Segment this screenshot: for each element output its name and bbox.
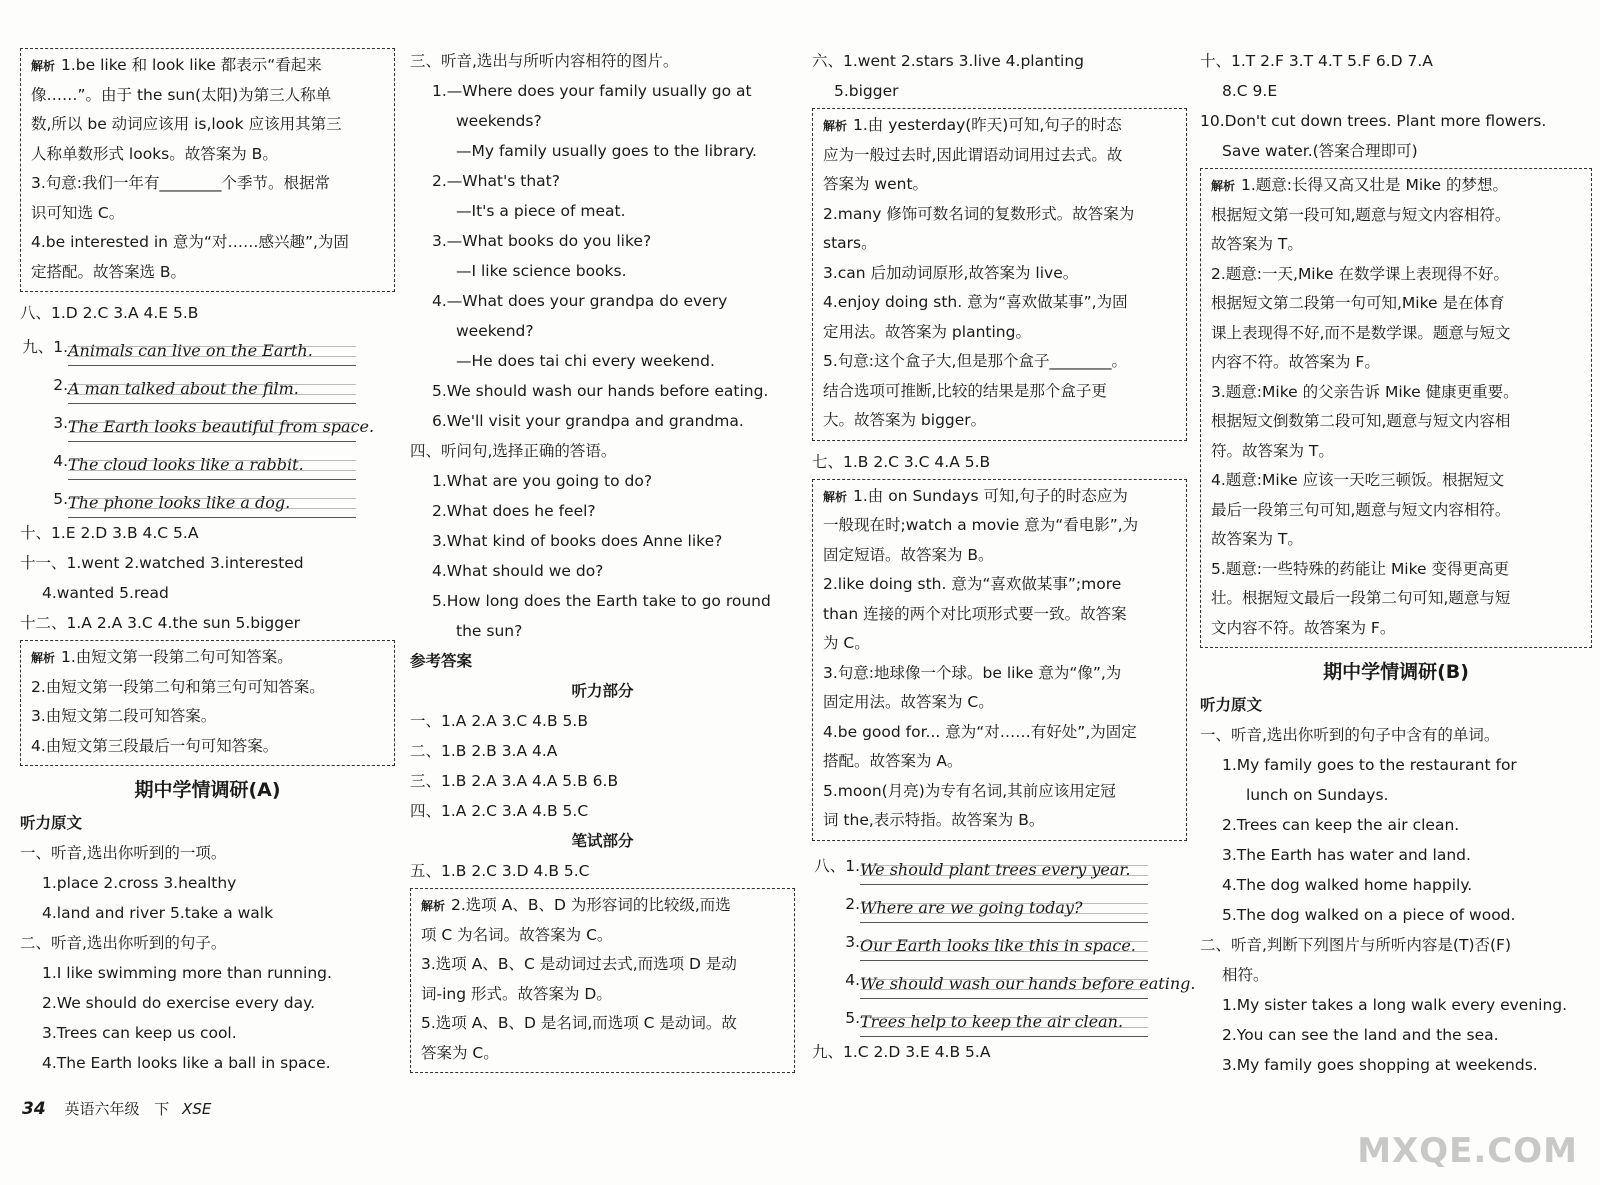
answer-line: Save water.(答案合理即可): [1222, 142, 1418, 160]
analysis-box: [812, 479, 1187, 841]
analysis-line: 5.题意:一些特殊的药能让 Mike 变得更高更: [1211, 559, 1510, 578]
analysis-line: 定用法。故答案为 planting。: [823, 322, 1031, 341]
question-item: 1.place 2.cross 3.healthy: [42, 874, 237, 892]
analysis-line: 壮。根据短文最后一段第二句可知,题意与短: [1211, 589, 1511, 607]
analysis-line: 4.题意:Mike 应该一天吃三顿饭。根据短文: [1211, 471, 1505, 489]
question-item: 3.—What books do you like?: [432, 232, 652, 250]
answer-line: 九、1.C 2.D 3.E 4.B 5.A: [812, 1042, 991, 1061]
question-item: weekend?: [456, 322, 534, 340]
analysis-line: 为 C。: [823, 634, 870, 652]
analysis-line: 3.题意:Mike 的父亲告诉 Mike 健康更重要。: [1211, 382, 1519, 401]
question-item: —My family usually goes to the library.: [456, 142, 757, 160]
handwriting-line: 3.The Earth looks beautiful from space.: [20, 404, 395, 442]
analysis-line: 故答案为 T。: [1211, 235, 1303, 253]
analysis-line: 1.be like 和 look like 都表示“看起来: [61, 56, 322, 74]
question-heading: 三、听音,选出与所听内容相符的图片。: [410, 52, 679, 70]
analysis-line: 3.句意:我们一年有________个季节。根据常: [31, 174, 331, 192]
handwriting-line: 2.Where are we going today?: [812, 885, 1187, 923]
analysis-line: 3.句意:地球像一个球。be like 意为“像”,为: [823, 663, 1122, 682]
handwriting-line: 4.The cloud looks like a rabbit.: [20, 442, 395, 480]
answer-line: 五、1.B 2.C 3.D 4.B 5.C: [410, 862, 590, 880]
analysis-box: [410, 888, 795, 1073]
analysis-line: 项 C 为名词。故答案为 C。: [421, 925, 613, 944]
answer-line: 十一、1.went 2.watched 3.interested: [20, 554, 304, 572]
analysis-line: 3.由短文第二段可知答案。: [31, 707, 217, 725]
analysis-line: 5.选项 A、B、D 是名词,而选项 C 是动词。故: [421, 1014, 737, 1032]
answer-line: 八、1.D 2.C 3.A 4.E 5.B: [20, 304, 199, 322]
answer-line: 十、1.E 2.D 3.B 4.C 5.A: [20, 524, 199, 542]
analysis-line: 2.题意:一天,Mike 在数学课上表现得不好。: [1211, 264, 1510, 283]
handwriting-line: 3.Our Earth looks like this in space.: [812, 923, 1187, 961]
question-item: lunch on Sundays.: [1246, 786, 1389, 804]
analysis-line: 最后一段第三句可知,题意与短文内容相符。: [1211, 500, 1511, 519]
answer-key-heading: 参考答案: [410, 652, 473, 670]
question-heading: 一、听音,选出你听到的句子中含有的单词。: [1200, 726, 1500, 744]
question-item: 2.We should do exercise every day.: [42, 994, 316, 1012]
answer-line: 十二、1.A 2.A 3.C 4.the sun 5.bigger: [20, 614, 300, 632]
analysis-box: [20, 640, 395, 766]
term-label: 下: [154, 1100, 170, 1118]
section-title: 期中学情调研(A): [134, 779, 281, 801]
answer-line: 一、1.A 2.A 3.C 4.B 5.B: [410, 712, 588, 730]
question-heading: 四、听问句,选择正确的答语。: [410, 442, 617, 460]
analysis-line: 应为一般过去时,因此谓语动词用过去式。故: [823, 145, 1123, 164]
question-item: 2.Trees can keep the air clean.: [1222, 816, 1460, 834]
question-item: 1.What are you going to do?: [432, 472, 653, 490]
answer-line: 七、1.B 2.C 3.C 4.A 5.B: [812, 452, 991, 471]
answer-line: 4.wanted 5.read: [42, 584, 169, 602]
question-item: 4.—What does your grandpa do every: [432, 292, 728, 310]
question-item: 5.How long does the Earth take to go round: [432, 592, 771, 610]
analysis-line: 搭配。故答案为 A。: [823, 752, 963, 770]
question-item: 3.What kind of books does Anne like?: [432, 532, 723, 550]
analysis-line: 符。故答案为 T。: [1211, 441, 1334, 460]
answer-line: 六、1.went 2.stars 3.live 4.planting: [812, 52, 1084, 70]
question-item: 3.Trees can keep us cool.: [42, 1024, 237, 1042]
analysis-line: 4.enjoy doing sth. 意为“喜欢做某事”,为固: [823, 293, 1128, 311]
answer-line: 十、1.T 2.F 3.T 4.T 5.F 6.D 7.A: [1200, 52, 1433, 70]
question-item: 4.The dog walked home happily.: [1222, 876, 1473, 894]
handwriting-line: 八、1.We should plant trees every year.: [812, 847, 1187, 885]
question-item: —It's a piece of meat.: [456, 202, 626, 220]
analysis-box: [812, 108, 1187, 441]
analysis-tag: 解析: [1211, 179, 1236, 193]
column-2: [410, 46, 795, 1079]
handwriting-line: 4.We should wash our hands before eating.: [812, 961, 1187, 999]
analysis-tag: 解析: [31, 59, 56, 73]
question-item: weekends?: [456, 112, 542, 130]
question-item: 5.We should wash our hands before eating.: [432, 382, 769, 400]
question-item: 6.We'll visit your grandpa and grandma.: [432, 412, 744, 430]
analysis-tag: 解析: [823, 119, 848, 133]
watermark-logo: MXQE.COM: [1357, 1131, 1578, 1171]
question-item: —He does tai chi every weekend.: [456, 352, 715, 370]
section-title: 期中学情调研(B): [1323, 661, 1469, 683]
question-item: 2.You can see the land and the sea.: [1222, 1026, 1499, 1044]
analysis-line: 文内容不符。故答案为 F。: [1211, 618, 1396, 637]
handwriting-line: 5.Trees help to keep the air clean.: [812, 999, 1187, 1037]
question-list: [1200, 750, 1592, 930]
question-item: 2.—What's that?: [432, 172, 560, 190]
analysis-line: 答案为 C。: [421, 1043, 499, 1062]
answer-line: 10.Don't cut down trees. Plant more flowers.: [1200, 112, 1547, 130]
question-item: the sun?: [456, 622, 523, 640]
analysis-line: 答案为 went。: [823, 175, 929, 193]
question-item: 1.I like swimming more than running.: [42, 964, 332, 982]
section-subtitle: 听力原文: [20, 814, 83, 832]
analysis-line: 数,所以 be 动词应该用 is,look 应该用其第三: [31, 115, 342, 133]
analysis-line: 2.many 修饰可数名词的复数形式。故答案为: [823, 204, 1135, 223]
listening-part-heading: 听力部分: [571, 682, 634, 700]
analysis-line: 固定用法。故答案为 C。: [823, 693, 994, 711]
answer-line: 5.bigger: [834, 82, 899, 100]
subject-label: 英语六年级: [64, 1100, 140, 1118]
analysis-line: 词-ing 形式。故答案为 D。: [421, 984, 612, 1003]
column-1: [20, 46, 395, 1078]
analysis-line: 词 the,表示特指。故答案为 B。: [823, 811, 1045, 829]
analysis-tag: 解析: [421, 899, 446, 913]
answer-line: 三、1.B 2.A 3.A 4.A 5.B 6.B: [410, 772, 619, 790]
analysis-line: 4.由短文第三段最后一句可知答案。: [31, 736, 279, 755]
question-item: —I like science books.: [456, 262, 627, 280]
analysis-line: 人称单数形式 looks。故答案为 B。: [31, 144, 278, 163]
analysis-line: 根据短文倒数第二段可知,题意与短文内容相: [1211, 412, 1511, 430]
edition-label: XSE: [182, 1100, 212, 1118]
analysis-line: 课上表现得不好,而不是数学课。题意与短文: [1211, 323, 1511, 342]
analysis-line: 固定短语。故答案为 B。: [823, 545, 994, 564]
question-list: [410, 466, 795, 646]
analysis-line: 定搭配。故答案选 B。: [31, 262, 187, 281]
question-list: [1200, 990, 1592, 1080]
analysis-line: 故答案为 T。: [1211, 530, 1303, 548]
analysis-box: [20, 48, 395, 292]
page-footer: [22, 1098, 211, 1119]
analysis-line: than 连接的两个对比项形式要一致。故答案: [823, 604, 1127, 623]
analysis-line: 根据短文第二段第一句可知,Mike 是在体育: [1211, 294, 1505, 312]
analysis-line: 2.like doing sth. 意为“喜欢做某事”;more: [823, 575, 1122, 593]
question-item: 3.The Earth has water and land.: [1222, 846, 1471, 864]
analysis-line: 大。故答案为 bigger。: [823, 411, 987, 429]
analysis-line: 一般现在时;watch a movie 意为“看电影”,为: [823, 516, 1139, 534]
analysis-line: 5.moon(月亮)为专有名词,其前应该用定冠: [823, 781, 1116, 800]
written-part-heading: 笔试部分: [571, 832, 634, 850]
handwriting-line: 5.The phone looks like a dog.: [20, 480, 395, 518]
question-item: 5.The dog walked on a piece of wood.: [1222, 906, 1516, 924]
question-item: 3.My family goes shopping at weekends.: [1222, 1056, 1538, 1074]
analysis-line: 像……”。由于 the sun(太阳)为第三人称单: [31, 85, 332, 104]
analysis-line: 1.由 yesterday(昨天)可知,句子的时态: [853, 116, 1122, 134]
question-heading: 二、听音,判断下列图片与所听内容是(T)否(F): [1200, 936, 1512, 954]
section-subtitle: 听力原文: [1200, 696, 1263, 714]
analysis-box: [1200, 168, 1592, 648]
page-number: 34: [22, 1099, 46, 1119]
column-4: [1200, 46, 1592, 1080]
analysis-tag: 解析: [823, 489, 848, 504]
question-item: 4.What should we do?: [432, 562, 604, 580]
analysis-tag: 解析: [31, 651, 56, 665]
column-3: [812, 46, 1196, 1067]
analysis-line: 3.选项 A、B、C 是动词过去式,而选项 D 是动: [421, 955, 737, 973]
analysis-line: 根据短文第一段可知,题意与短文内容相符。: [1211, 205, 1511, 224]
analysis-line: 1.由 on Sundays 可知,句子的时态应为: [853, 486, 1128, 505]
analysis-line: 结合选项可推断,比较的结果是那个盒子更: [823, 381, 1107, 400]
question-list: [410, 76, 795, 436]
question-item: 4.land and river 5.take a walk: [42, 904, 274, 922]
analysis-line: 1.由短文第一段第二句可知答案。: [61, 648, 293, 666]
analysis-line: 4.be good for... 意为“对……有好处”,为固定: [823, 722, 1137, 741]
analysis-line: 识可知选 C。: [31, 203, 125, 222]
answer-line: 四、1.A 2.C 3.A 4.B 5.C: [410, 802, 589, 820]
question-item: 2.What does he feel?: [432, 502, 596, 520]
analysis-line: 2.选项 A、B、D 为形容词的比较级,而选: [451, 896, 731, 914]
question-heading: 一、听音,选出你听到的一项。: [20, 844, 227, 862]
analysis-line: 2.由短文第一段第二句和第三句可知答案。: [31, 677, 325, 696]
analysis-line: stars。: [823, 234, 877, 252]
question-item: 1.—Where does your family usually go at: [432, 82, 752, 100]
analysis-line: 4.be interested in 意为“对……感兴趣”,为固: [31, 233, 349, 251]
analysis-line: 5.句意:这个盒子大,但是那个盒子________。: [823, 352, 1127, 370]
question-item: 1.My sister takes a long walk every evening.: [1222, 996, 1568, 1014]
answer-line: 8.C 9.E: [1222, 82, 1278, 100]
question-heading: 相符。: [1222, 966, 1269, 984]
answer-line: 二、1.B 2.B 3.A 4.A: [410, 742, 558, 760]
question-heading: 二、听音,选出你听到的句子。: [20, 934, 227, 952]
analysis-line: 1.题意:长得又高又壮是 Mike 的梦想。: [1241, 176, 1509, 194]
question-item: 4.The Earth looks like a ball in space.: [42, 1054, 331, 1072]
question-item: 1.My family goes to the restaurant for: [1222, 756, 1517, 774]
handwriting-line: 九、1.Animals can live on the Earth.: [20, 328, 395, 366]
analysis-line: 3.can 后加动词原形,故答案为 live。: [823, 263, 1079, 282]
analysis-line: 内容不符。故答案为 F。: [1211, 353, 1380, 371]
handwriting-line: 2.A man talked about the film.: [20, 366, 395, 404]
